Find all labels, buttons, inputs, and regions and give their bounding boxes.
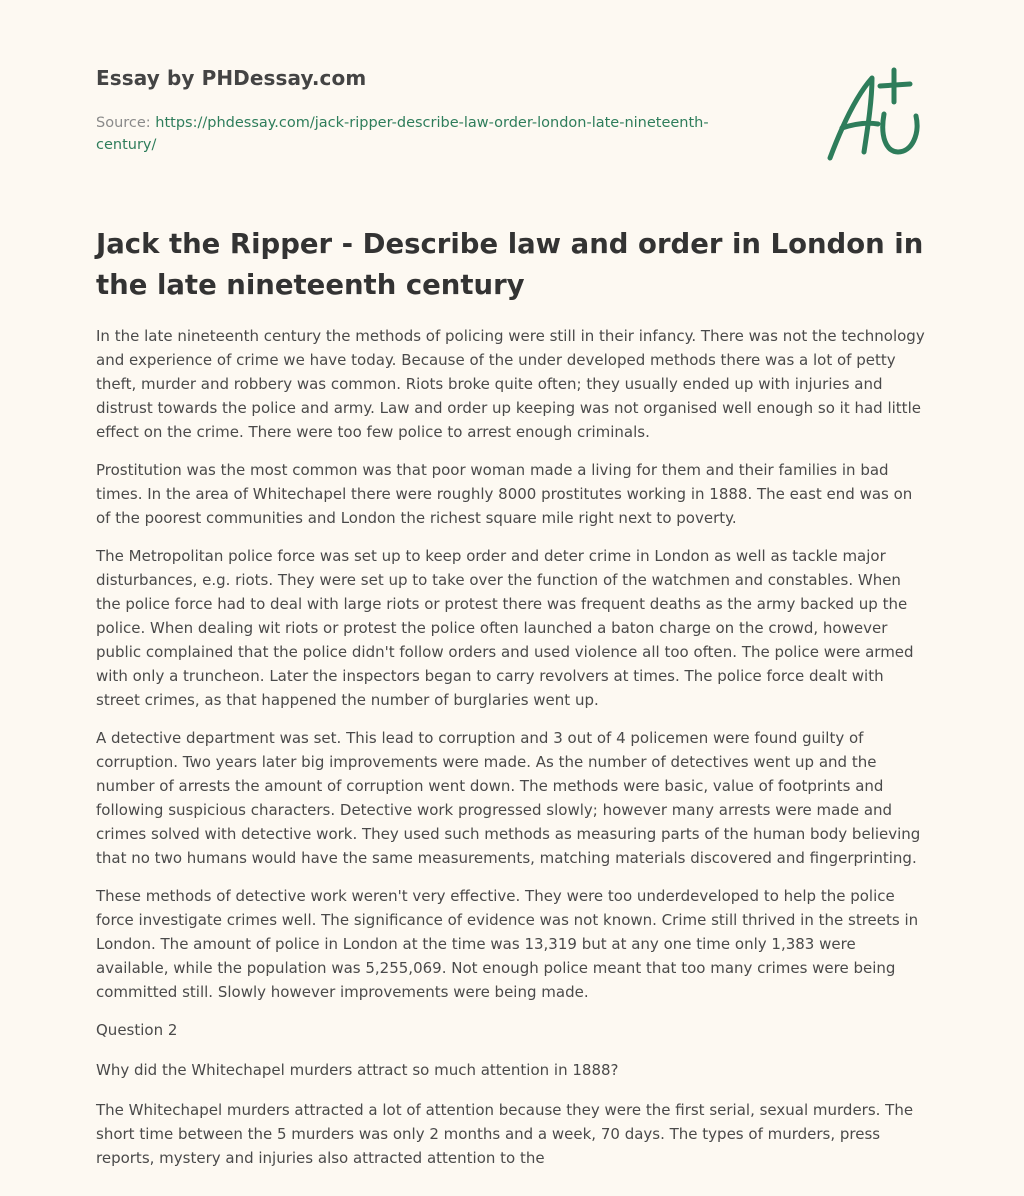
source-line — [96, 112, 736, 156]
question-text: Why did the Whitechapel murders attract so much attention in 1888? — [96, 1061, 619, 1079]
source-link[interactable]: https://phdessay.com/jack-ripper-describe-law-order-london-late-nineteenth-century/ — [96, 115, 709, 153]
a-plus-logo-icon — [822, 66, 926, 166]
paragraph: These methods of detective work weren't very effective. They were too underdeveloped to help the police force investigate crimes well. The significance of evidence was not known. Crime still thrived in the streets in London. The amount of police in London at the time was 13,319 but at any one time only 1,383 were available, while the population was 5,255,069. Not enough police meant that too many crimes were being committed still. Slowly however improvements were being made. — [96, 887, 919, 1001]
question-heading: Question 2 — [96, 1021, 178, 1039]
paragraph: A detective department was set. This lead to corruption and 3 out of 4 policemen were found guilty of corruption. Two years later big improvements were made. As the number of detectives went up and the number of arrests the amount of corruption went down. The methods were basic, value of footprints and following suspicious characters. Detective work progressed slowly; however many arrests were made and crimes solved with detective work. They used such methods as measuring parts of the human body believing that no two humans would have the same measurements, matching materials discovered and fingerprinting. — [96, 729, 921, 867]
paragraph: The Metropolitan police force was set up to keep order and deter crime in London as well as tackle major disturbances, e.g. riots. They were set up to take over the function of the watchmen and constables. When the police force had to deal with large riots or protest there was frequent deaths as the army backed up the police. When dealing wit riots or protest the police often launched a baton charge on the crowd, however public complained that the police didn't follow orders and used violence all too often. The police were armed with only a truncheon. Later the inspectors began to carry revolvers at times. The police force dealt with street crimes, as that happened the number of burglaries went up. — [96, 547, 914, 709]
paragraph: In the late nineteenth century the methods of policing were still in their infancy. There was not the technology and experience of crime we have today. Because of the under developed methods there was a lot of petty theft, murder and robbery was common. Riots broke quite often; they usually ended up with injuries and distrust towards the police and army. Law and order up keeping was not organised well enough so it had little effect on the crime. There were too few police to arrest enough criminals. — [96, 327, 925, 441]
paragraph: Prostitution was the most common was that poor woman made a living for them and their families in bad times. In the area of Whitechapel there were roughly 8000 prostitutes working in 1888. The east end was on of the poorest communities and London the richest square mile right next to poverty. — [96, 461, 913, 527]
site-title: Essay by PHDessay.com — [96, 66, 367, 90]
paragraph: The Whitechapel murders attracted a lot of attention because they were the first serial, sexual murders. The short time between the 5 murders was only 2 months and a week, 70 days. The types of murders, press reports, mystery and injuries also attracted attention to the — [96, 1101, 914, 1167]
essay-title: Jack the Ripper - Describe law and order in London in the late nineteenth century — [96, 228, 924, 301]
essay-body — [96, 324, 930, 1184]
source-label: Source: — [96, 115, 151, 131]
